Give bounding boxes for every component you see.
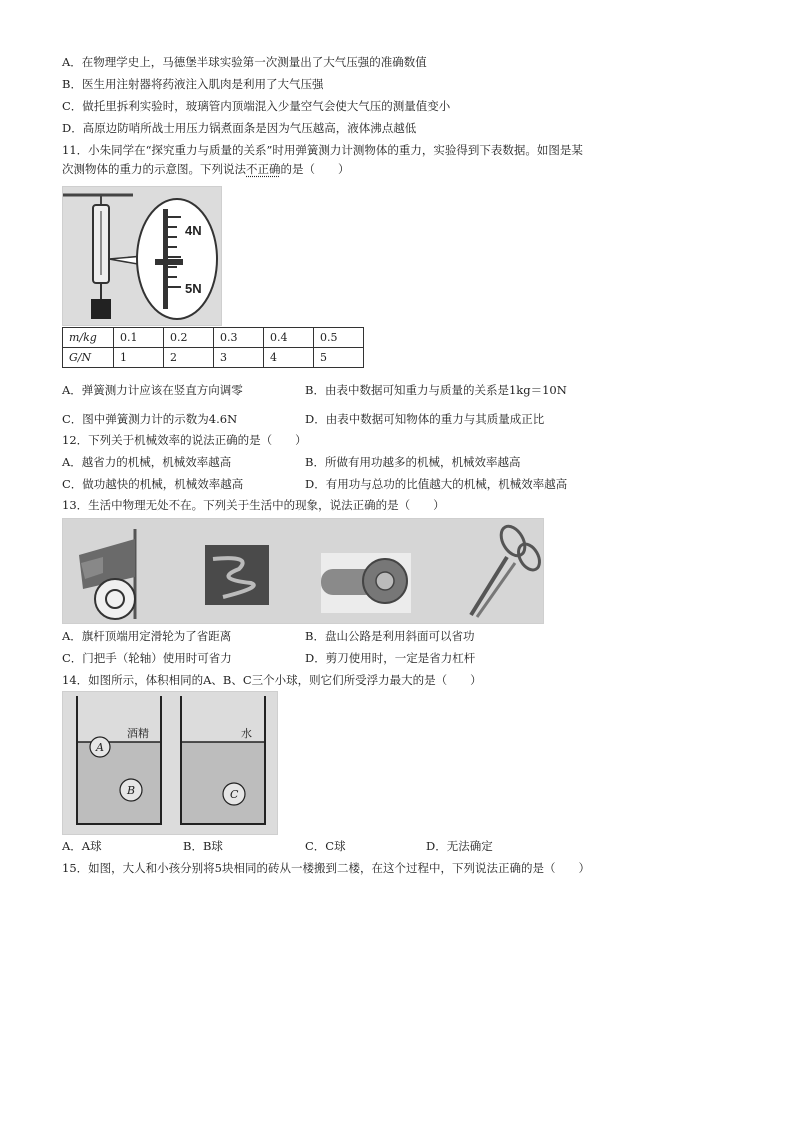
table-cell: 0.1 xyxy=(114,328,164,348)
life-physics-photos xyxy=(62,518,544,624)
q10-option-b: B．医生用注射器将药液注入肌肉是利用了大气压强 xyxy=(62,77,324,91)
q11-stem-emphasis: 不正确 xyxy=(246,162,281,176)
q15-stem: 15．如图，大人和小孩分别将5块相同的砖从一楼搬到二楼，在这个过程中，下列说法正确的是（ ） xyxy=(62,861,590,875)
q13-option-b: B．盘山公路是利用斜面可以省功 xyxy=(305,629,475,643)
q14-option-b: B．B球 xyxy=(183,839,223,853)
q14-option-d: D．无法确定 xyxy=(426,839,493,853)
mass-gravity-table xyxy=(62,327,364,368)
q10-option-d: D．高原边防哨所战士用压力锅煮面条是因为气压越高，液体沸点越低 xyxy=(62,121,417,135)
table-cell: 3 xyxy=(214,348,264,368)
table-cell: 0.2 xyxy=(164,328,214,348)
q12-option-b: B．所做有用功越多的机械，机械效率越高 xyxy=(305,455,521,469)
table-cell: 1 xyxy=(114,348,164,368)
row-label-gravity: G/N xyxy=(63,348,114,368)
q10-option-c: C．做托里拆利实验时，玻璃管内顶端混入少量空气会使大气压的测量值变小 xyxy=(62,99,451,113)
q11-stem-post: 的是（ ） xyxy=(280,162,350,176)
q13-option-c: C．门把手（轮轴）使用时可省力 xyxy=(62,651,232,665)
q11-stem-line2 xyxy=(62,161,350,177)
table-cell: 4 xyxy=(264,348,314,368)
q11-stem-line1: 11．小朱同学在“探究重力与质量的关系”时用弹簧测力计测物体的重力，实验得到下表数据。如图是某 xyxy=(62,143,583,157)
table-row xyxy=(63,328,364,348)
ball-label-b: B xyxy=(127,784,136,797)
table-cell: 0.4 xyxy=(264,328,314,348)
q12-option-d: D．有用功与总功的比值越大的机械，机械效率越高 xyxy=(305,477,568,491)
scale-label-4n: 4N xyxy=(185,223,202,238)
q13-option-d: D．剪刀使用时，一定是省力杠杆 xyxy=(305,651,476,665)
buoyancy-beakers-figure xyxy=(62,691,278,835)
table-row xyxy=(63,348,364,368)
spring-scale-drawing xyxy=(63,187,221,325)
table-cell: 0.5 xyxy=(314,328,364,348)
q14-stem: 14．如图所示，体积相同的A、B、C三个小球，则它们所受浮力最大的是（ ） xyxy=(62,673,482,687)
q11-option-d: D．由表中数据可知物体的重力与其质量成正比 xyxy=(305,412,545,426)
q13-option-a: A．旗杆顶端用定滑轮为了省距离 xyxy=(62,629,232,643)
spring-scale-figure xyxy=(62,186,222,326)
q13-stem: 13．生活中物理无处不在。下列关于生活中的现象，说法正确的是（ ） xyxy=(62,498,445,512)
q14-option-c: C．C球 xyxy=(305,839,346,853)
mountain-road-image xyxy=(205,545,269,605)
q12-option-a: A．越省力的机械，机械效率越高 xyxy=(62,455,232,469)
q11-option-c: C．图中弹簧测力计的示数为4.6N xyxy=(62,412,238,426)
q10-option-a: A．在物理学史上，马德堡半球实验第一次测量出了大气压强的准确数值 xyxy=(62,55,427,69)
buoyancy-drawing xyxy=(63,692,277,834)
scale-label-5n: 5N xyxy=(185,281,202,296)
q12-option-c: C．做功越快的机械，机械效率越高 xyxy=(62,477,244,491)
table-cell: 0.3 xyxy=(214,328,264,348)
table-cell: 5 xyxy=(314,348,364,368)
ball-label-c: C xyxy=(230,788,239,801)
q11-option-b: B．由表中数据可知重力与质量的关系是1kg＝10N xyxy=(305,383,567,397)
q11-option-a: A．弹簧测力计应该在竖直方向调零 xyxy=(62,383,243,397)
q11-stem-pre: 次测物体的重力的示意图。下列说法 xyxy=(62,162,246,176)
table-cell: 2 xyxy=(164,348,214,368)
q14-option-a: A．A球 xyxy=(62,839,102,853)
ball-label-a: A xyxy=(96,741,104,754)
liquid-label-alcohol: 酒精 xyxy=(127,727,149,740)
q12-stem: 12．下列关于机械效率的说法正确的是（ ） xyxy=(62,433,307,447)
liquid-label-water: 水 xyxy=(241,727,252,740)
door-handle-image xyxy=(321,553,411,613)
row-label-mass: m/kg xyxy=(63,328,114,348)
life-physics-drawing xyxy=(63,519,543,623)
